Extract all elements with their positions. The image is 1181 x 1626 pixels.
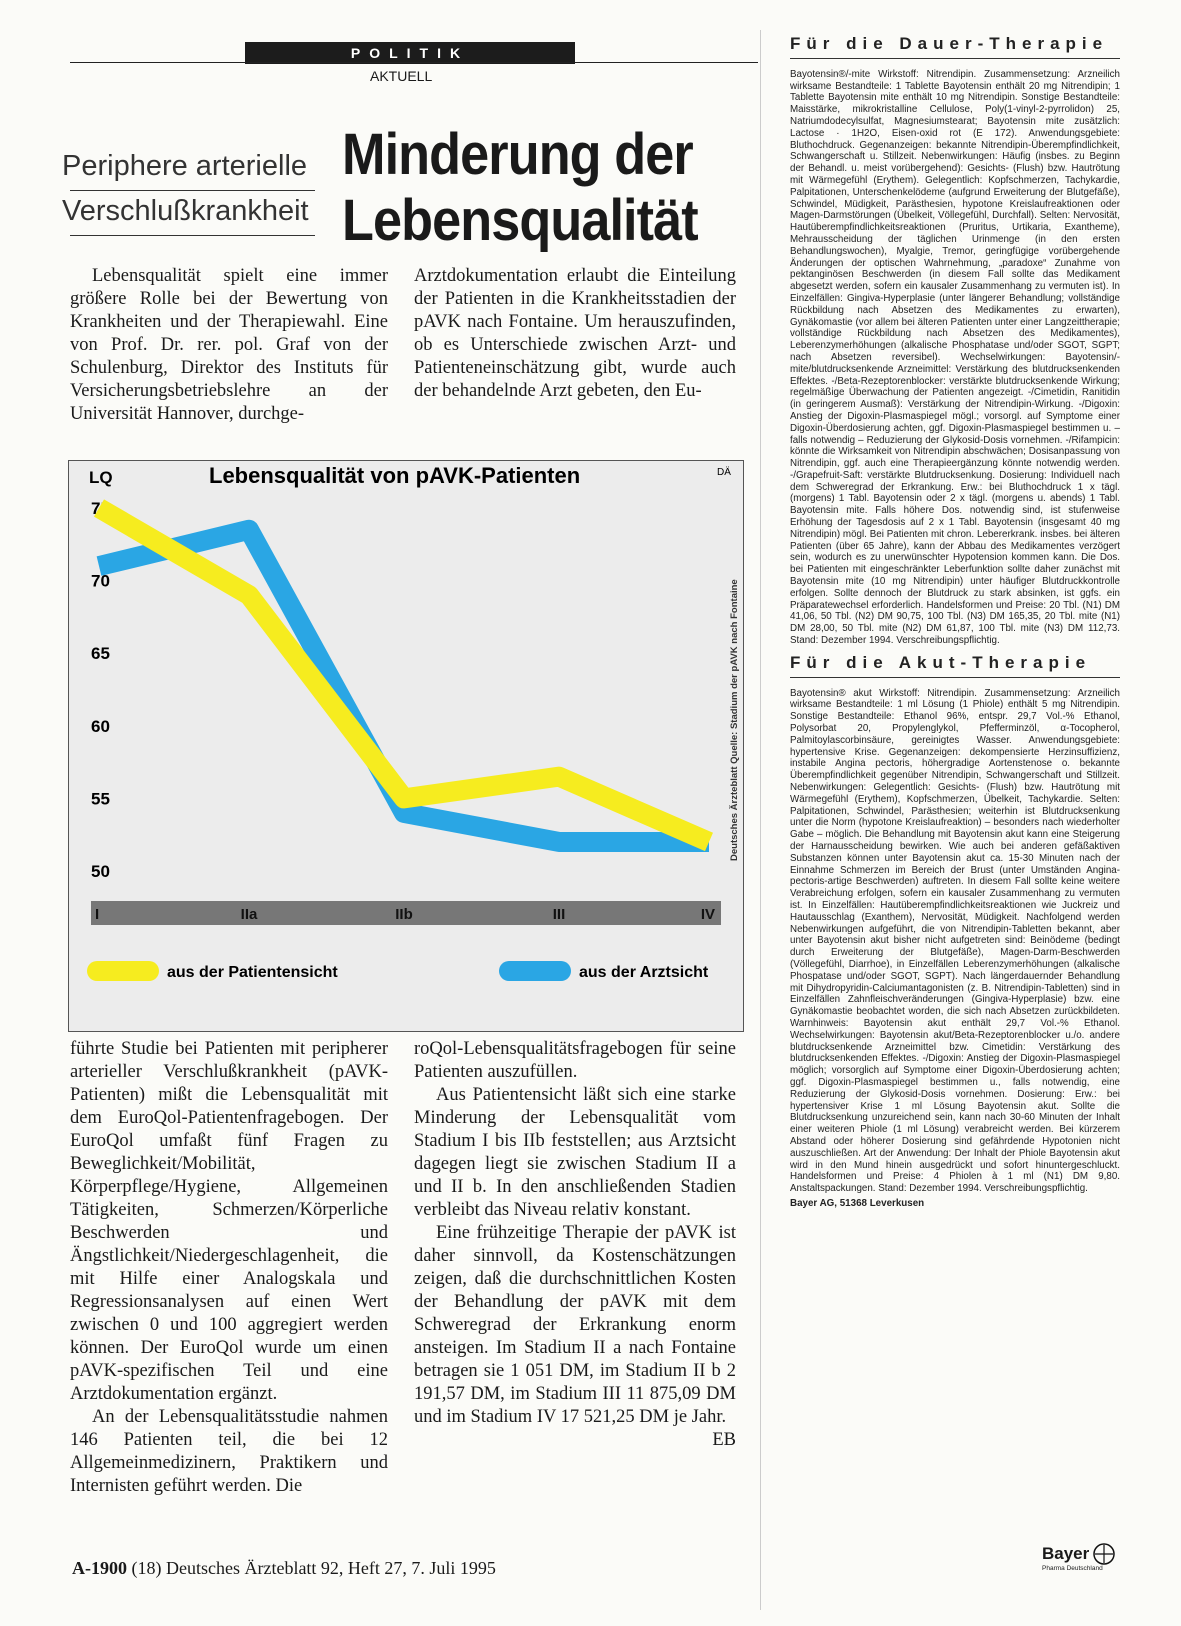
paragraph: Arztdokumentation erlaubt die Einteilung der Patienten in die Krankheitsstadien der pAVK nach Fontaine. Um herauszufinden, ob es Unterschiede zwischen Arzt- und Patienteneinschätzung gibt, wurde auch der behandelnde Arzt gebeten, den Eu- (414, 266, 736, 401)
series-lines (99, 508, 709, 842)
akut-therapie-title: Für die Akut-Therapie (790, 652, 1092, 672)
legend-swatch (499, 961, 571, 981)
x-tick-label: IIa (240, 906, 258, 923)
kicker-rule-2 (70, 235, 315, 236)
article-col1-top (70, 265, 388, 426)
x-tick-label: I (95, 906, 100, 923)
kicker-rule-1 (70, 190, 315, 191)
corner-mark: DÄ (717, 467, 731, 478)
logo-text: Bayer (1042, 1544, 1090, 1563)
y-tick-label: 65 (91, 644, 110, 664)
page-number: A-1900 (72, 1558, 127, 1578)
dauer-therapie-text: Bayotensin®/-mite Wirkstoff: Nitrendipin. Zusammensetzung: Arzneilich wirksame Bestandteile: 1 Tablette Bayotensin enthält 20 mg Nitrendipin; 1 Tablette Bayotensin mite enthält 10 mg Nitrendipin. Sonstige Bestandteile: Maisstärke, mikrokristalline Cellulose, Poly(1-vinyl-2-pyrrolidon) 25, Natriumdodecylsulfat, Magnesiumstearat; Bayotensin mite zusätzlich: Lactose · 1H2O, Eisen-oxid rot (E 172). Anwendungsgebiete: Bluthochdruck. Gegenanzeigen: bekannte Nitrendipin-Überempfindlichkeit, Schwangerschaft u. Stillzeit. Nebenwirkungen: Häufig (insbes. zu Beginn der Behandl. u. meist vorübergehend): Gesichts- (Flush) bzw. Hautrötung mit Wärmegefühl (Erythem). Gelegentlich: Kopfschmerzen, Tachykardie, Palpitationen, Unterschenkelödeme (aufgrund Erweiterung der Blutgefäße), Schwindel, Müdigkeit, Parästhesien, hypotone Kreislaufreaktionen oder Magen-Darmstörungen (Übelkeit, Völlegefühl, Durchfall). Selten: Nervosität, Hautüberempfindlichkeitsreaktionen (Pruritus, Urtikaria, Exantheme), Mehrausscheidung der täglichen Urinmenge (in den ersten Behandlungswochen), Myalgie, Tremor, geringfügige vorübergehende Änderungen der optischen Wahrnehmung, „paradoxe“ Zunahme von pektanginösen Beschwerden (in diesem Fall sollte das Medikament abgesetzt werden, sofern ein kausaler Zusammenhang zu vermuten ist). In Einzelfällen: Gingiva-Hyperplasie (unter längerer Behandlung; vollständige Rückbildung nach Absetzen des Medikamentes zu erwarten), Gynäkomastie (vor allem bei älteren Patienten unter einer Langzeittherapie; vollständige Rückbildung nach Absetzen des Medikamentes), Leberenzymerhöhungen (alkalische Phosphatase und/oder SGOT, SGPT; nach Absetzen reversibel). Wechselwirkungen: Bayotensin/-mite/blutdrucksenkende Arzneimittel: Verstärkung des blutdrucksenkenden Effektes. -/Beta-Rezeptorenblocker: verstärkte blutdrucksenkende Wirkung; regelmäßige Überwachung der Patienten angezeigt. -/Cimetidin, Ranitidin (in geringerem Ausmaß): Verstärkung der Nitrendipin-Wirkung. -/Digoxin: Anstieg der Digoxin-Plasmaspiegel mögl.; vorsorgl. auf Symptome einer Digoxin-Überdosierung achten, ggf. Digoxin-Plasmaspiegel bestimmen u. – falls notwendig – Reduzierung der Glykosid-Dosis vornehmen. -/Rifampicin: könnte die Wirksamkeit von Nitrendipin abschwächen; Dosisanpassung von Nitrendipin, ggf. auch eine Therapieergänzung könnte notwendig werden. -/Grapefruit-Saft: verstärkte Blutdrucksenkung. Dosierung: Individuell nach dem Schweregrad der Erkrankung. Erw.: bei Bluthochdruck 1 x tägl. (morgens) 1 Tabl. Bayotensin oder 2 x tägl. (morgens u. abends) 1 Tabl. Bayotensin mite. Falls höhere Dos. notwendig sind, ist stufenweise Erhöhung der Tagesdosis auf 2 x 1 Tabl. Bayotensin (insgesamt 40 mg Nitrendipin) mögl. Bei Patienten mit chron. Lebererkrank. insbes. bei älteren Patienten (über 65 Jahre), kann der Abbau des Medikamentes verzögert sein, wodurch es zu unerwünschter Hypotension kommen kann. Die Dos. bei Patienten mit eingeschränkter Leberfunktion sollte daher zunächst mit Bayotensin mite (10 mg Nitrendipin) unter häufiger Blutdruckkontrolle erfolgen. Sollte dennoch der Blutdruck zu stark absinken, ist ggfs. ein Präparatewechsel erforderlich. Handelsformen und Preise: 20 Tbl. (N1) DM 41,06, 50 Tbl. (N2) DM 90,75, 100 Tbl. (N3) DM 165,35, 20 Tbl. mite (N1) DM 28,00, 50 Tbl. mite (N2) DM 61,87, 100 Tbl. mite (N3) DM 112,73. Stand: Dezember 1994. Verschreibungspflichtig. (790, 68, 1120, 647)
chart-svg (69, 461, 743, 1031)
chart-title: Lebensqualität von pAVK-Patienten (209, 463, 581, 488)
article-col1-bottom (70, 1038, 388, 1498)
subsection-label: AKTUELL (370, 68, 433, 84)
chart-figure (68, 460, 744, 1032)
article-col2-top (414, 265, 736, 403)
paragraph: Lebensqualität spielt eine immer größere Rolle bei der Bewertung von Krankheiten und der Therapiewahl. Eine von Prof. Dr. rer. pol. Graf von der Schulenburg, Direktor des Instituts für Versicherungsbetriebslehre an der Universität Hannover, durchge- (70, 266, 388, 424)
bayer-logo (1042, 1543, 1122, 1572)
x-tick-label: IIb (395, 906, 413, 923)
sidebar-rule (790, 58, 1120, 59)
bayer-cross-icon (1093, 1543, 1115, 1565)
headline (342, 122, 720, 254)
column-divider (760, 30, 761, 1610)
kicker-line-1: Periphere arterielle (62, 150, 308, 182)
company-address: Bayer AG, 51368 Leverkusen (790, 1197, 925, 1209)
legend-label: aus der Patientensicht (167, 964, 338, 981)
paragraph: führte Studie bei Patienten mit peripherer arterieller Verschlußkrankheit (pAVK-Patienten) mißt die Lebensqualität mit dem EuroQol-Patientenfragebogen. Der EuroQol umfaßt fünf Fragen zu Beweglichkeit/Mobilität, Körperpflege/Hygiene, Allgemeinen Tätigkeiten, Schmerzen/Körperliche Beschwerden und Ängstlichkeit/Niedergeschlagenheit, die mit Hilfe einer Analogskala und Regressionsanalysen auf einen Wert zwischen 0 und 100 aggregiert werden können. Der EuroQol wurde um einen pAVK-spezifischen Teil und eine Arztdokumentation ergänzt. (70, 1039, 388, 1404)
akut-therapie-text: Bayotensin® akut Wirkstoff: Nitrendipin. Zusammensetzung: Arzneilich wirksame Bestandteile: 1 ml Lösung (1 Phiole) enthält 5 mg Nitrendipin. Sonstige Bestandteile: Ethanol 96%, entspr. 29,7 Vol.-% Ethanol, Polysorbat 20, Propylenglykol, Pfefferminzöl, α-Tocopherol, Palmitoylascorbinsäure, gereinigtes Wasser. Anwendungsgebiete: hypertensive Krise. Gegenanzeigen: dekompensierte Herzinsuffizienz, instabile Angina pectoris, höhergradige Aortenstenose o. bekannte Überempfindlichkeit gegenüber Nitrendipin, Schwangerschaft und Stillzeit. Nebenwirkungen: Gelegentlich: Gesichts- (Flush) bzw. Hautrötung mit Wärmegefühl (Erythem), Kopfschmerzen, Übelkeit, Tachykardie. Selten: Palpitationen, Schwindel, Parästhesien; weiterhin ist Blutdrucksenkung unter die Norm (hypotone Kreislaufreaktion) – besonders nach wiederholter Gabe – möglich. Die Behandlung mit Bayotensin akut kann eine Steigerung der Harnausscheidung bewirken. Wie auch bei anderen gefäßaktiven Substanzen können unter Bayotensin akut ca. 15-30 Minuten nach der Einnahme Schmerzen im Bereich der Brust (unter Umständen Angina-pectoris-artige Beschwerden) auftreten. In diesem Fall sollte keine weitere Verabreichung erfolgen, sofern ein kausaler Zusammenhang zu vermuten ist. In Einzelfällen: Hautüberempfindlichkeitsreaktionen wie Juckreiz und Hautausschlag (Exanthem), Nervosität, Müdigkeit. Nachfolgend werden Nebenwirkungen aufgeführt, die von Nitrendipin-Tabletten bekannt, aber unter Bayotensin akut bisher nicht aufgetreten sind: Beinödeme (bedingt durch Erweiterung der Blutgefäße), Magen-Darm-Beschwerden (Völlegefühl, Diarrhoe), in Einzelfällen Leberenzymerhöhungen (alkalische Phospatase und/oder SGOT, SGPT). Nach längerdauernder Behandlung mit Dihydropyridin-Calciumantagonisten (z. B. Nitrendipin-Tabletten) sind in Einzelfällen Zahnfleischveränderungen (Gingiva-Hyperplasie) bzw. eine Gynäkomastie beobachtet worden, die sich nach Absetzen zurückbildeten. Warnhinweis: Bayotensin akut enthält 29,7 Vol.-% Ethanol. Wechselwirkungen: Bayotensin akut/Beta-Rezeptorenblocker u./o. andere blutdrucksenkende Arzneimittel bzw. Cimetidin: Verstärkung des blutdrucksenkenden Effektes. -/Digoxin: Anstieg der Digoxin-Plasmaspiegel möglich; vorsorglich auf Symptome einer Digoxin-Überdosierung achten; ggf. Digoxin-Plasmaspiegel bestimmen u., falls notwendig, eine Reduzierung der Glykosid-Dosis vornehmen. Dosierung: Erw.: bei hypertensiver Krise 1 ml Lösung Bayotensin akut. Sollte die Blutdrucksenkung unzureichend sein, kann nach 30-60 Minuten der Inhalt einer weiteren Phiole (1 ml Lösung) verabreicht werden. Bei kürzerem Abstand oder höherer Dosierung sind gefährdende Hypotonien nicht auszuschließen. Art der Anwendung: Der Inhalt der Phiole Bayotensin akut wird in den Mund hinein ausgedrückt und sofort hinuntergeschluckt. Handelsformen und Preise: 4 Phiolen à 1 ml (N1) DM 9,80. Anstaltspackungen. Stand: Dezember 1994. Verschreibungspflichtig. (790, 687, 1120, 1195)
paragraph: Aus Patientensicht läßt sich eine starke Minderung der Lebensqualität vom Stadium I bis IIb feststellen; aus Arztsicht dagegen liegt sie zwischen Stadium II a und II b. In den anschließenden Stadien verbleibt das Niveau relativ konstant. (414, 1085, 736, 1220)
logo-subtext: Pharma Deutschland (1042, 1565, 1103, 1572)
article-col2-bottom (414, 1038, 736, 1452)
source-note: Deutsches Ärzteblatt Quelle: Stadium der pAVK nach Fontaine (729, 579, 740, 861)
x-tick-label: III (552, 906, 566, 923)
y-tick-label: 70 (91, 571, 110, 591)
chart-legend (87, 961, 709, 981)
section-label: POLITIK (245, 42, 575, 64)
y-tick-label: 60 (91, 716, 110, 736)
legend-label: aus der Arztsicht (579, 964, 709, 981)
kicker-line-2: Verschlußkrankheit (62, 195, 309, 227)
y-axis-label: LQ (89, 468, 113, 487)
y-tick-label: 75 (91, 499, 110, 518)
issue-info: (18) Deutsches Ärzteblatt 92, Heft 27, 7. Juli 1995 (131, 1558, 496, 1578)
header-rule (70, 62, 758, 63)
headline-line-1: Minderung der (342, 122, 693, 187)
paragraph: roQol-Lebensqualitätsfragebogen für seine Patienten auszufüllen. (414, 1039, 736, 1082)
y-tick-label: 55 (91, 789, 110, 809)
x-tick-label: IV (700, 906, 715, 923)
series-line (99, 508, 709, 842)
sidebar-ad (790, 34, 1120, 1210)
paragraph: Eine frühzeitige Therapie der pAVK ist daher sinnvoll, da Kostenschätzungen zeigen, daß die durchschnittlichen Kosten der Behandlung der pAVK mit dem Schweregrad der Erkrankung enorm ansteigen. Im Stadium II a nach Fontaine betragen sie 1 051 DM, im Stadium II b 2 191,57 DM, im Stadium III 11 875,09 DM und im Stadium IV 17 521,25 DM je Jahr. (414, 1223, 736, 1427)
paragraph: An der Lebensqualitätsstudie nahmen 146 Patienten teil, die bei 12 Allgemeinmedizinern, Praktikern und Internisten geführt werden. Die (70, 1407, 388, 1496)
headline-line-2: Lebensqualität (342, 188, 698, 253)
author-signature: EB (712, 1430, 736, 1450)
legend-swatch (87, 961, 159, 981)
dauer-therapie-title: Für die Dauer-Therapie (790, 34, 1109, 53)
y-tick-label: 50 (91, 862, 110, 881)
sidebar-rule (790, 677, 1120, 678)
page-footer (72, 1558, 496, 1579)
